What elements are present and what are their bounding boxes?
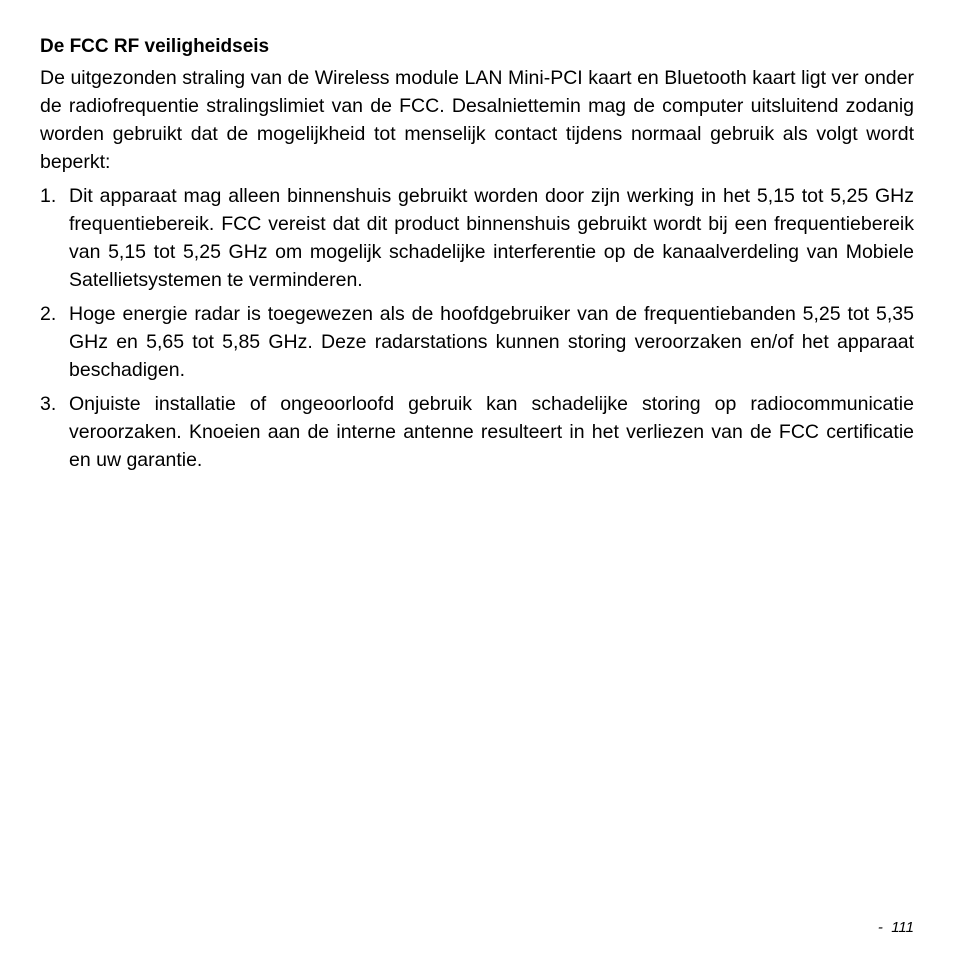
list-item-number: 3. bbox=[40, 393, 57, 415]
list-item bbox=[40, 182, 914, 294]
list-item-text: Hoge energie radar is toegewezen als de hoofdgebruiker van de frequentiebanden 5,25 tot 5,35 GHz en 5,65 tot 5,85 GHz. Deze radarstations kunnen storing veroorzaken en/of het apparaat beschadigen. bbox=[69, 303, 914, 381]
section-heading: De FCC RF veiligheidseis bbox=[40, 36, 270, 57]
list-item-text: Dit apparaat mag alleen binnenshuis gebruikt worden door zijn werking in het 5,15 tot 5,25 GHz frequentiebereik. FCC vereist dat dit product binnenshuis gebruikt wordt bij een frequentiebereik van 5,15 tot 5,25 GHz om mogelijk schadelijke interferentie op de kanaalverdeling van Mobiele Satellietsystemen te verminderen. bbox=[69, 185, 914, 291]
intro-paragraph: De uitgezonden straling van de Wireless module LAN Mini-PCI kaart en Bluetooth kaart ligt ver onder de radiofrequentie stralingslimiet van de FCC. Desalniettemin mag de computer uitsluitend zodanig worden gebruikt dat de mogelijkheid tot menselijk contact tijdens normaal gebruik als volgt wordt beperkt: bbox=[40, 67, 914, 173]
list-item bbox=[40, 390, 914, 474]
list-item-text: Onjuiste installatie of ongeoorloofd gebruik kan schadelijke storing op radiocommunicatie veroorzaken. Knoeien aan de interne antenne resulteert in het verliezen van de FCC certificatie en uw garantie. bbox=[69, 393, 914, 471]
requirements-list bbox=[40, 182, 914, 474]
list-item bbox=[40, 300, 914, 384]
list-item-number: 2. bbox=[40, 303, 57, 325]
page-number: - 111 bbox=[877, 919, 914, 936]
document-page bbox=[40, 34, 914, 480]
list-item-number: 1. bbox=[40, 185, 57, 207]
